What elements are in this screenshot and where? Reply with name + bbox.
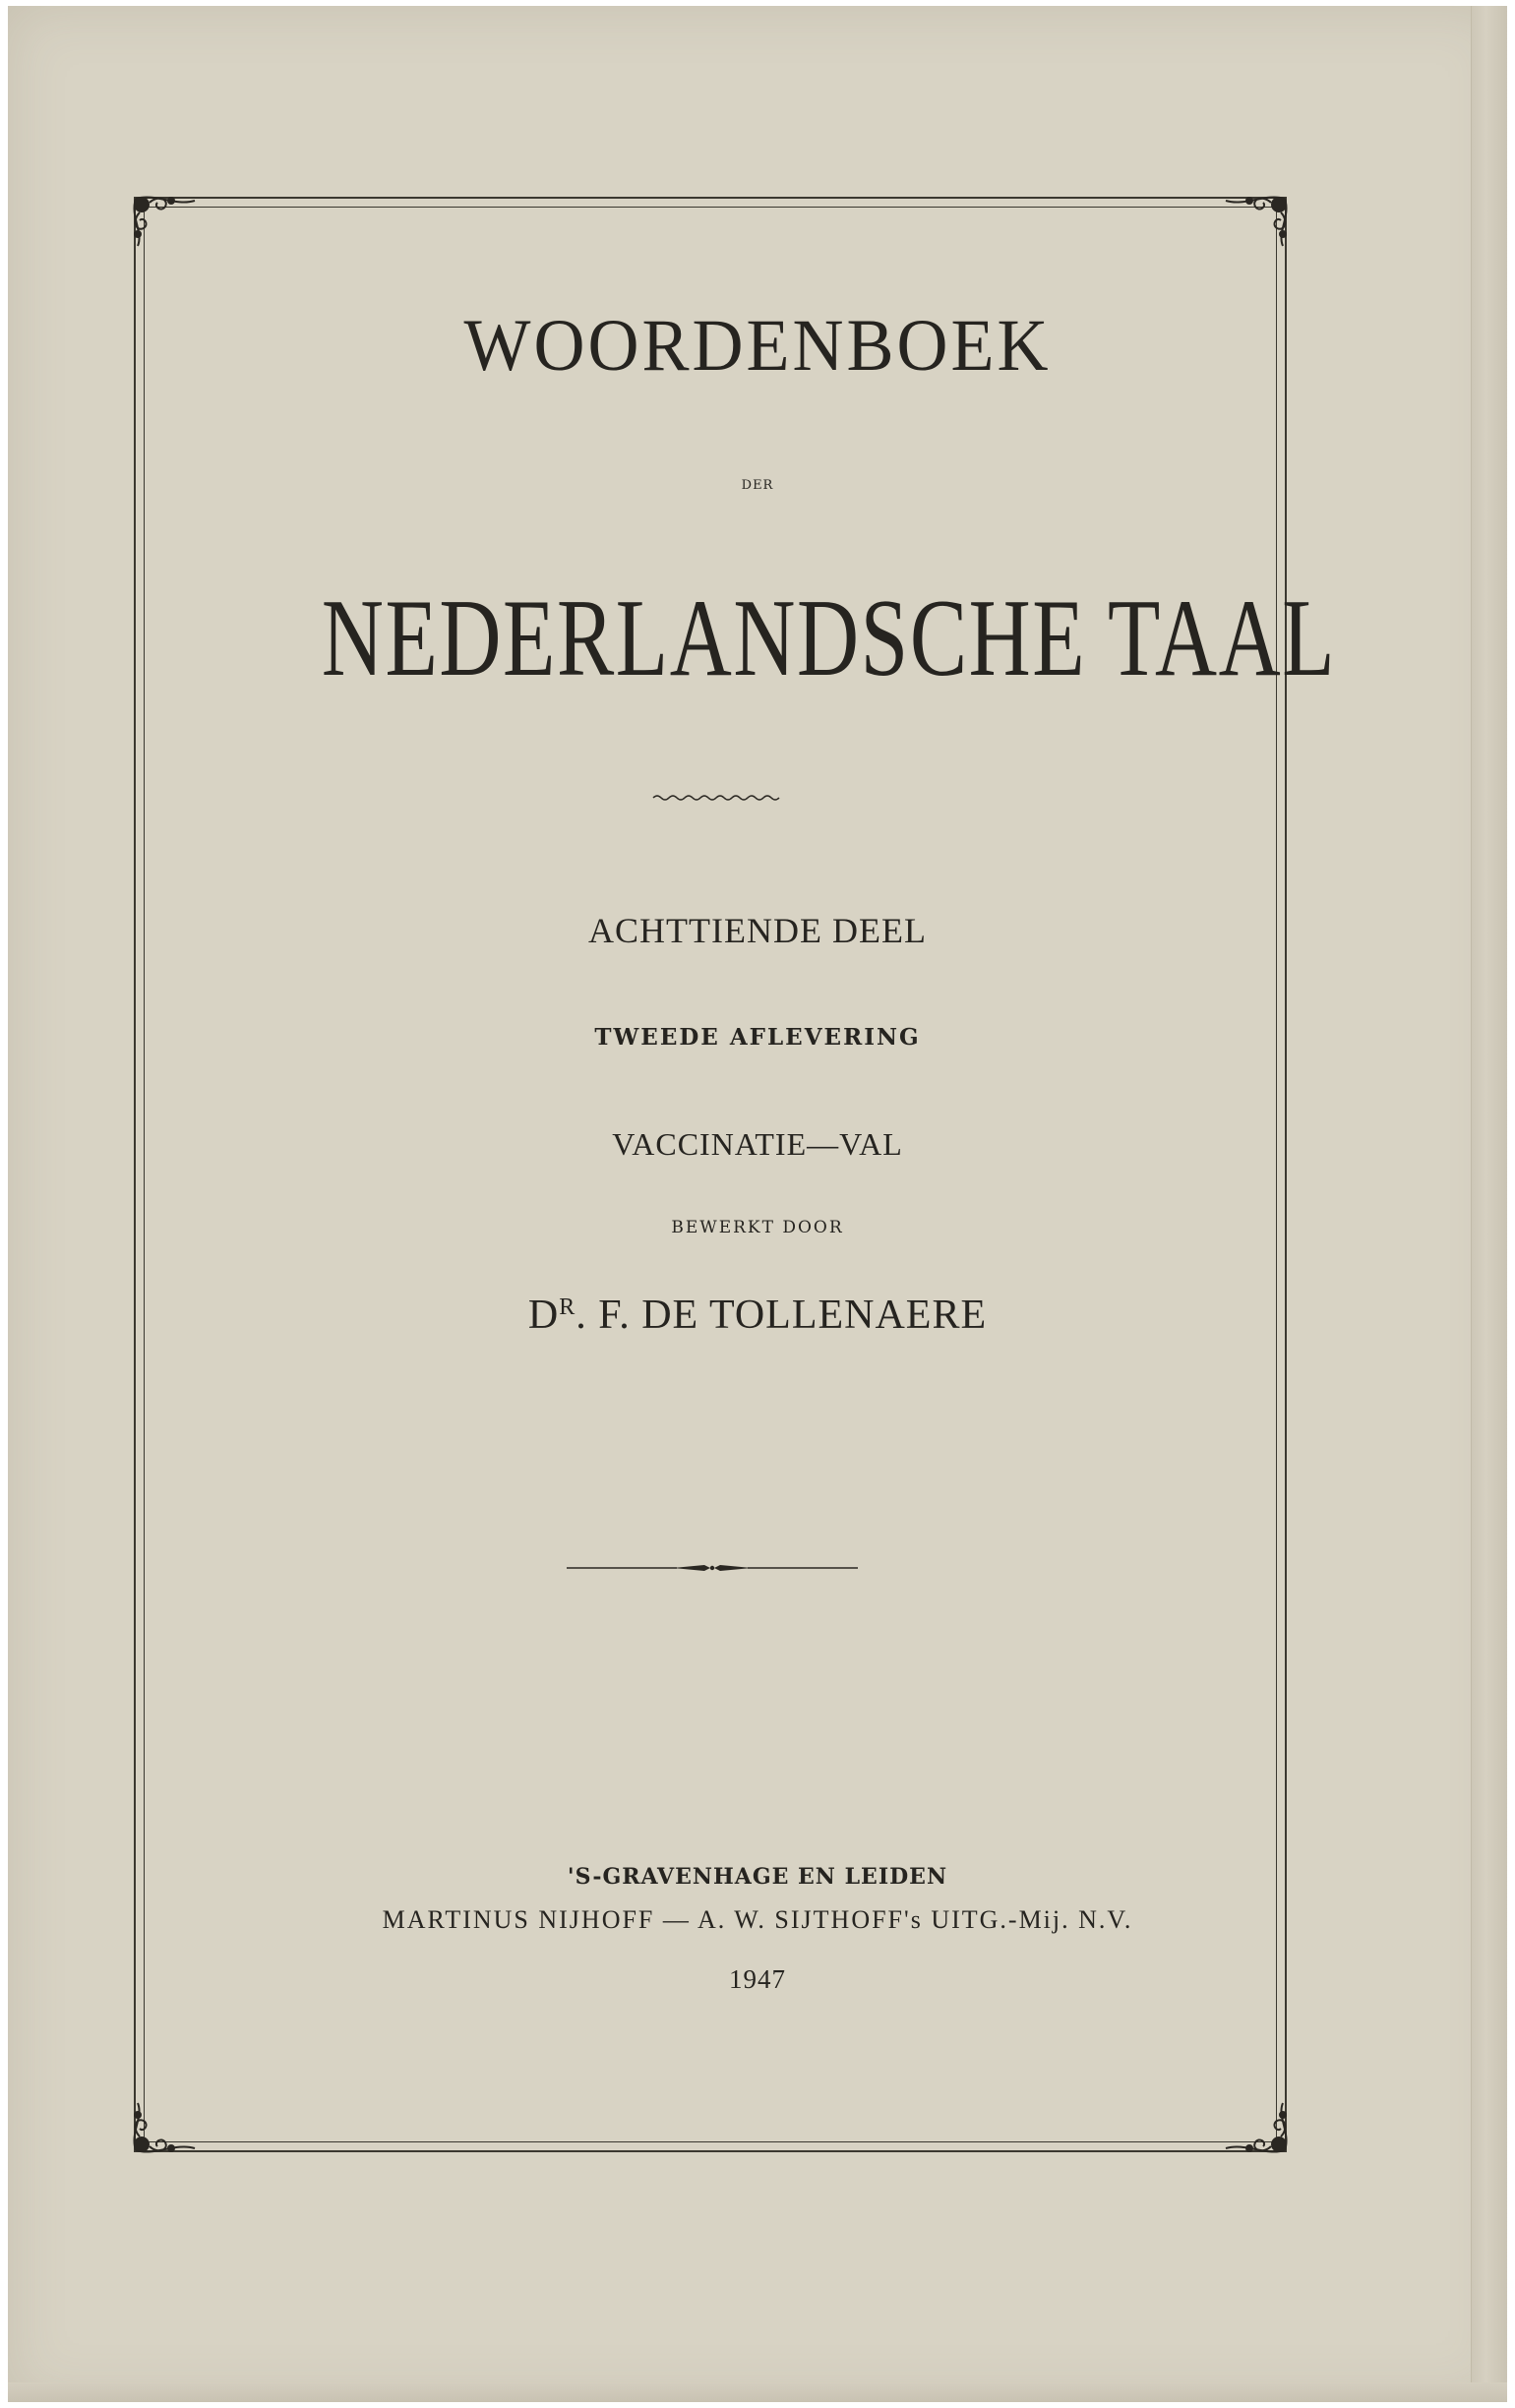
scroll-ornament-icon — [126, 2097, 209, 2160]
title-connector: DER — [741, 478, 774, 493]
edited-by-label: BEWERKT DOOR — [671, 1218, 844, 1237]
scroll-ornament-icon — [126, 189, 209, 252]
page-bottom-edge — [8, 2382, 1507, 2402]
book-subtitle: NEDERLANDSCHE TAAL — [321, 577, 1337, 699]
border-frame-inner — [144, 207, 1337, 2142]
publication-place: 'S-GRAVENHAGE EN LEIDEN — [567, 1864, 948, 1890]
scroll-ornament-icon — [1212, 2097, 1295, 2160]
author-prefix: D — [527, 1293, 560, 1338]
wavy-line-icon — [651, 791, 781, 805]
issue-number: TWEEDE AFLEVERING — [594, 1024, 921, 1051]
author-surname: . F. DE TOLLENAERE — [576, 1293, 988, 1338]
book-title: WOORDENBOEK — [463, 303, 1052, 387]
volume-part: ACHTTIENDE DEEL — [588, 911, 927, 950]
author-name — [0, 1292, 1515, 1339]
dart-rule-icon — [567, 1560, 858, 1576]
publisher: MARTINUS NIJHOFF — A. W. SIJTHOFF's UITG.-Mij. N.V. — [382, 1905, 1133, 1934]
entry-range: VACCINATIE—VAL — [612, 1126, 903, 1162]
scroll-ornament-icon — [1212, 189, 1295, 252]
author-prefix-sup: R — [559, 1294, 576, 1320]
publication-year: 1947 — [729, 1964, 786, 1994]
